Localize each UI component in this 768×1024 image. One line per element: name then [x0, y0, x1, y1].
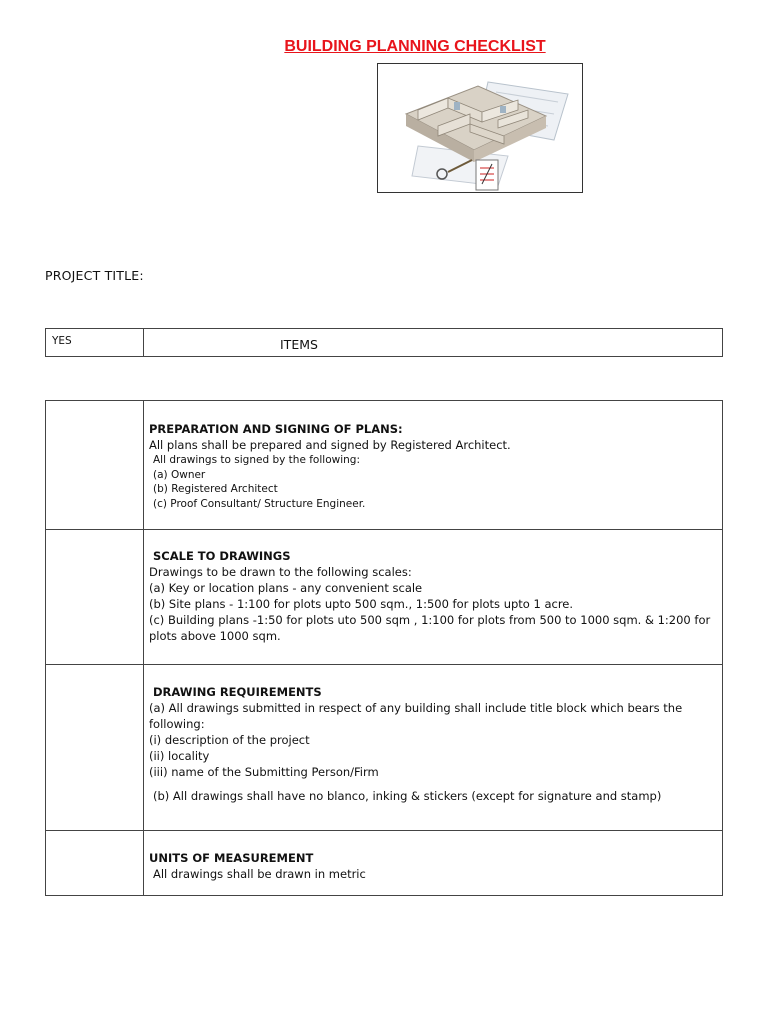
table-row [46, 401, 723, 530]
list-item: (c) Proof Consultant/ Structure Engineer. [153, 497, 366, 510]
section-text: (b) All drawings shall have no blanco, inking & stickers (except for signature and stamp) [153, 789, 662, 803]
list-item: (iii) name of the Submitting Person/Firm [149, 765, 379, 779]
section-heading: PREPARATION AND SIGNING OF PLANS: [149, 422, 403, 436]
item-cell [144, 530, 723, 665]
item-cell [144, 401, 723, 530]
building-model-illustration [378, 64, 582, 192]
project-title-label: PROJECT TITLE: [45, 268, 144, 283]
list-item: (c) Building plans -1:50 for plots uto 500 sqm , 1:100 for plots from 500 to 1000 sqm. & 1:200 for plots above 1000 sqm. [149, 613, 711, 643]
yes-cell [46, 401, 144, 530]
document-title: BUILDING PLANNING CHECKLIST [284, 38, 546, 55]
items-label: ITEMS [280, 337, 318, 352]
section-heading: SCALE TO DRAWINGS [153, 549, 291, 563]
section-text: All drawings shall be drawn in metric [153, 867, 366, 881]
item-cell [144, 831, 723, 896]
yes-label: YES [52, 335, 72, 347]
section-heading: UNITS OF MEASUREMENT [149, 851, 314, 865]
yes-column-header [46, 329, 144, 357]
table-row [46, 530, 723, 665]
list-item: (ii) locality [149, 749, 210, 763]
building-model-image [377, 63, 583, 193]
header-table [45, 328, 723, 357]
items-column-header [144, 329, 723, 357]
section-subtext: All drawings to signed by the following: [153, 454, 360, 466]
section-heading: DRAWING REQUIREMENTS [153, 685, 322, 699]
section-text: All plans shall be prepared and signed by Registered Architect. [149, 438, 511, 452]
yes-cell [46, 530, 144, 665]
yes-cell [46, 665, 144, 831]
list-item: (a) Key or location plans - any convenient scale [149, 581, 423, 595]
item-cell [144, 665, 723, 831]
section-text: (a) All drawings submitted in respect of any building shall include title block which bears the following: [149, 701, 683, 731]
list-item: (a) Owner [153, 468, 206, 481]
list-item: (b) Registered Architect [153, 483, 278, 495]
table-row [46, 831, 723, 896]
list-item: (i) description of the project [149, 733, 310, 747]
section-text: Drawings to be drawn to the following scales: [149, 565, 412, 579]
checklist-table [45, 400, 723, 896]
table-row [46, 665, 723, 831]
list-item: (b) Site plans - 1:100 for plots upto 500 sqm., 1:500 for plots upto 1 acre. [149, 597, 574, 611]
yes-cell [46, 831, 144, 896]
